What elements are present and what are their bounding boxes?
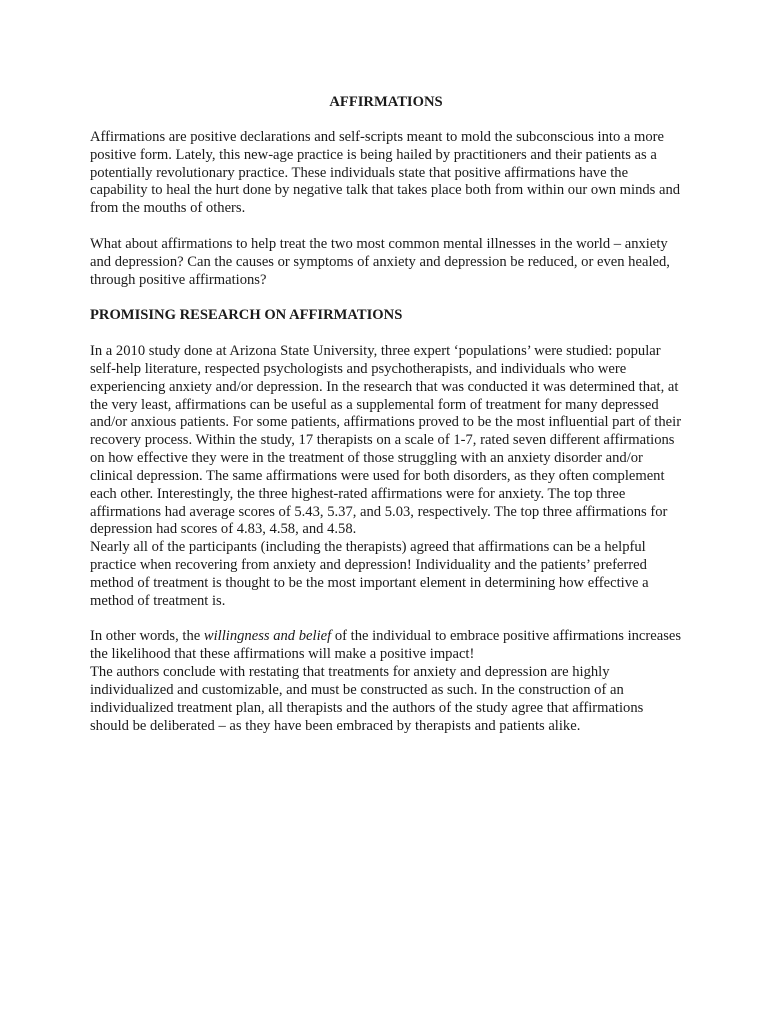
- paragraph-conclusion: The authors conclude with restating that treatments for anxiety and depression are highly individualized and customizable, and must be constructed as such. In the construction of an individualized treatment plan, all therapists and the authors of the study agree that affirmations should be deliberated – as they have been embraced by therapists and patients alike.: [90, 664, 644, 734]
- paragraph-in-other-words: [90, 628, 682, 664]
- paragraph-study: In a 2010 study done at Arizona State University, three expert ‘populations’ were studied: popular self-help literature, respected psychologists and psychotherapists, and individuals who were experiencing anxiety and/or depression. In the research that was conducted it was determined that, at the very least, affirmations can be useful as a supplemental form of treatment for many depressed and/or anxious patients. For some patients, affirmations proved to be the most influential part of their recovery process. Within the study, 17 therapists on a scale of 1-7, rated seven different affirmations on how effective they were in the treatment of those struggling with an anxiety disorder and/or clinical depression. The same affirmations were used for both disorders, as they often complement each other. Interestingly, the three highest-rated affirmations were for anxiety. The top three affirmations had average scores of 5.43, 5.37, and 5.03, respectively. The top three affirmations for depression had scores of 4.83, 4.58, and 4.58.: [90, 342, 682, 538]
- paragraph-in-other-words-lead: In other words, the: [90, 628, 204, 645]
- paragraph-participants: Nearly all of the participants (including the therapists) agreed that affirmations can be a helpful practice when recovering from anxiety and depression! Individuality and the patients’ preferred method of treatment is thought to be the most important element in determining how effective a method of treatment is.: [90, 539, 649, 609]
- emphasis-willingness-belief: willingness and belief: [203, 628, 332, 645]
- document-title: AFFIRMATIONS: [329, 94, 443, 110]
- document-page: [90, 94, 682, 753]
- paragraph-intro: Affirmations are positive declarations and self-scripts meant to mold the subconscious into a more positive form. Lately, this new-age practice is being hailed by practitioners and their patients as a potentially revolutionary practice. These individuals state that positive affirmations have the capability to heal the hurt done by negative talk that takes place both from within our own minds and from the mouths of others.: [90, 128, 681, 217]
- section-heading-research: PROMISING RESEARCH ON AFFIRMATIONS: [90, 307, 403, 324]
- paragraph-question: What about affirmations to help treat the two most common mental illnesses in the world – anxiety and depression? Can the causes or symptoms of anxiety and depression be reduced, or even healed, through positive affirmations?: [90, 235, 670, 288]
- paragraph-in-other-words-tail: of the individual to embrace positive affirmations increases the likelihood that these affirmations will make a positive impact!: [90, 628, 682, 663]
